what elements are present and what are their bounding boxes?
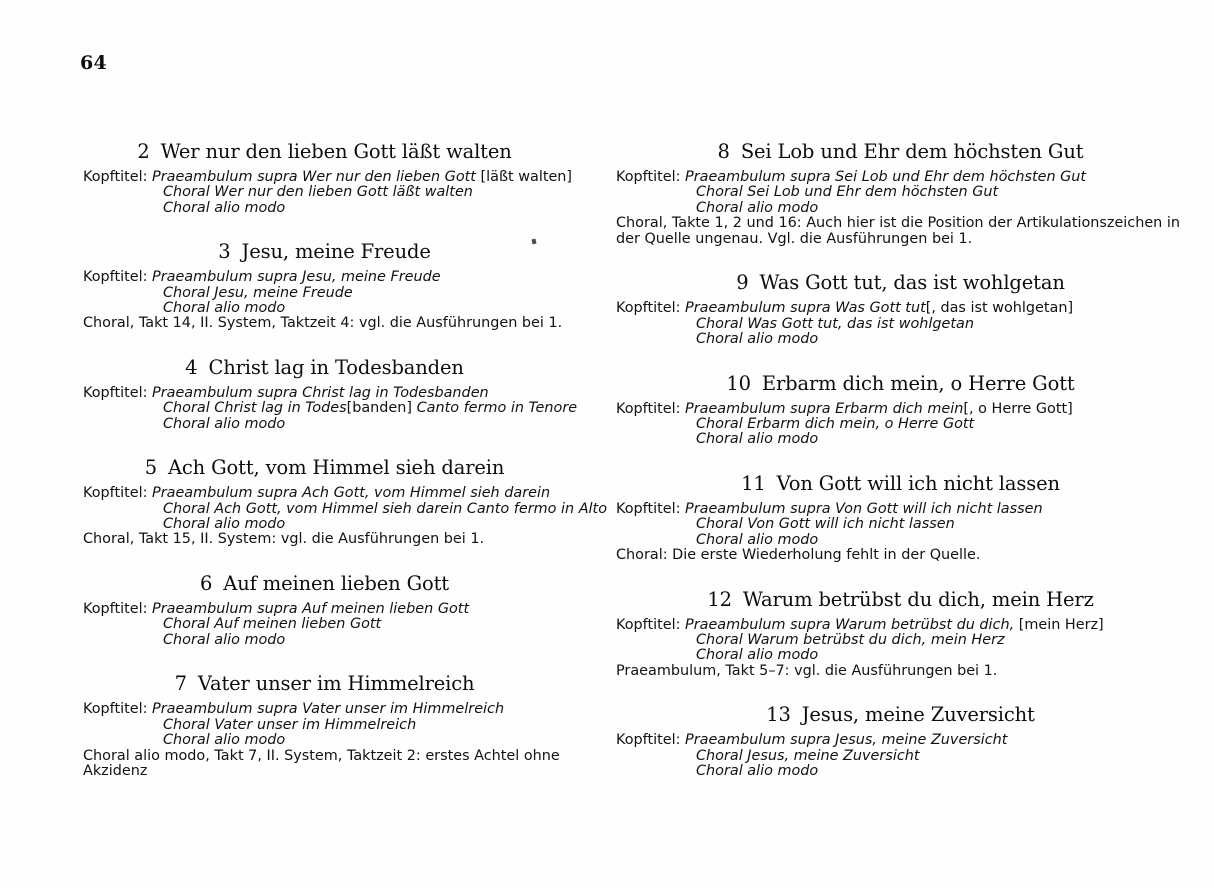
kopftitel-sub-line	[83, 400, 578, 417]
entry-heading	[83, 140, 566, 163]
kopftitel-sub-line: Choral alio modo	[696, 531, 819, 548]
catalogue-entry	[83, 140, 573, 216]
kopftitel-first-line	[83, 270, 566, 285]
critical-note: Choral: Die erste Wiederholung fehlt in der Quelle.	[616, 547, 981, 564]
entry-heading	[83, 572, 566, 595]
kopftitel-label: Kopftitel:	[83, 601, 153, 618]
kopftitel-sub-line: Choral Jesus, meine Zuversicht	[696, 747, 920, 764]
kopftitel-first-line	[83, 386, 566, 401]
catalogue-entry	[616, 372, 1185, 448]
kopftitel-first-line	[616, 301, 1185, 316]
kopftitel-sub-line: Choral alio modo	[163, 516, 286, 533]
entry-title: Sei Lob und Ehr dem höchsten Gut	[740, 140, 1084, 163]
entry-number: 4	[185, 356, 198, 380]
entry-heading	[83, 240, 566, 263]
kopftitel-block	[616, 733, 1185, 779]
kopftitel-block	[83, 169, 573, 216]
entry-heading	[83, 356, 566, 379]
catalogue-entry	[83, 240, 566, 332]
kopftitel-editorial-supplement: [mein Herz]	[1018, 616, 1104, 633]
two-column-body	[0, 140, 1214, 780]
kopftitel-block	[83, 602, 566, 648]
kopftitel-sub-line: Choral Erbarm dich mein, o Herre Gott	[696, 416, 975, 433]
entry-title: Warum betrübst du dich, mein Herz	[742, 587, 1094, 611]
kopftitel-block	[616, 618, 1185, 664]
kopftitel-block	[83, 270, 566, 316]
kopftitel-first-line	[616, 170, 1185, 185]
kopftitel-sub-line: Choral alio modo	[696, 199, 819, 216]
entry-title: Was Gott tut, das ist wohlgetan	[759, 271, 1065, 295]
kopftitel-editorial-supplement: [, das ist wohlgetan]	[925, 300, 1074, 317]
kopftitel-sub-line: Choral Jesu, meine Freude	[163, 284, 353, 301]
entry-number: 3	[218, 240, 231, 264]
kopftitel-sub-line: Choral Ach Gott, vom Himmel sieh darein Canto fermo in Alto	[163, 500, 608, 517]
kopftitel-sub-line: Choral alio modo	[163, 631, 286, 648]
entry-title: Vater unser im Himmelreich	[197, 672, 475, 696]
entry-title: Wer nur den lieben Gott läßt walten	[160, 140, 512, 163]
kopftitel-first-line	[616, 733, 1185, 748]
entry-heading	[616, 472, 1185, 495]
critical-note: Choral alio modo, Takt 7, II. System, Taktzeit 2: erstes Achtel ohne Akzidenz	[83, 747, 560, 780]
catalogue-entry	[83, 356, 578, 432]
entry-heading	[616, 140, 1185, 163]
kopftitel-label: Kopftitel:	[83, 485, 153, 502]
entry-heading	[616, 372, 1185, 395]
kopftitel-sub-italic-tail: Canto fermo in Tenore	[412, 400, 578, 417]
critical-note: Choral, Takte 1, 2 und 16: Auch hier ist die Position der Artikulationszeichen in der Quelle ungenau. Vgl. die Ausführungen bei 1.	[616, 215, 1180, 247]
entry-number: 12	[707, 587, 732, 611]
catalogue-entry	[83, 572, 566, 648]
kopftitel-sub-line: Choral alio modo	[696, 647, 819, 664]
entry-number: 7	[174, 672, 187, 696]
entry-title: Jesu, meine Freude	[241, 240, 431, 264]
kopftitel-block	[83, 702, 566, 748]
kopftitel-block	[616, 170, 1185, 216]
entry-title: Auf meinen lieben Gott	[223, 572, 449, 596]
entry-number: 9	[736, 271, 749, 295]
entry-heading	[83, 672, 566, 695]
kopftitel-sub-italic: Choral alio modo	[163, 415, 286, 432]
kopftitel-label: Kopftitel:	[83, 385, 153, 402]
kopftitel-label: Kopftitel:	[83, 269, 153, 286]
kopftitel-main-title: Praeambulum supra Ach Gott, vom Himmel sieh darein	[152, 485, 551, 502]
entry-number: 2	[137, 140, 150, 163]
kopftitel-main-title: Praeambulum supra Sei Lob und Ehr dem höchsten Gut	[685, 169, 1087, 185]
kopftitel-label: Kopftitel:	[616, 732, 686, 749]
kopftitel-main-title: Praeambulum supra Vater unser im Himmelreich	[152, 701, 505, 718]
kopftitel-sub-line: Choral alio modo	[163, 732, 286, 749]
kopftitel-sub-line: Choral Auf meinen lieben Gott	[163, 616, 382, 633]
kopftitel-block	[616, 502, 1185, 548]
kopftitel-main-title: Praeambulum supra Christ lag in Todesbanden	[152, 385, 489, 402]
kopftitel-label: Kopftitel:	[616, 400, 686, 417]
catalogue-entry	[616, 472, 1185, 564]
entry-title: Erbarm dich mein, o Herre Gott	[761, 371, 1075, 395]
kopftitel-label: Kopftitel:	[83, 701, 153, 718]
catalogue-entry	[616, 703, 1185, 779]
kopftitel-label: Kopftitel:	[83, 169, 153, 185]
kopftitel-sub-supplement: [banden]	[346, 400, 413, 417]
kopftitel-sub-line: Choral Warum betrübst du dich, mein Herz	[696, 632, 1005, 649]
kopftitel-first-line	[616, 618, 1185, 633]
kopftitel-sub-line: Choral Vater unser im Himmelreich	[163, 716, 417, 733]
kopftitel-block	[616, 301, 1185, 347]
critical-note: Praeambulum, Takt 5–7: vgl. die Ausführungen bei 1.	[616, 662, 998, 679]
kopftitel-editorial-supplement: [läßt walten]	[480, 169, 573, 185]
column-left	[0, 140, 607, 780]
entry-number: 10	[726, 371, 751, 395]
kopftitel-sub-line: Choral alio modo	[696, 331, 819, 348]
entry-number: 13	[766, 703, 791, 727]
kopftitel-sub-line: Choral Was Gott tut, das ist wohlgetan	[696, 315, 974, 332]
kopftitel-sub-line: Choral Wer nur den lieben Gott läßt walten	[163, 184, 473, 201]
kopftitel-first-line	[83, 486, 566, 501]
kopftitel-block	[83, 385, 578, 432]
entry-heading	[616, 588, 1185, 611]
catalogue-entry	[83, 456, 608, 548]
kopftitel-sub-line: Choral alio modo	[696, 431, 819, 448]
entry-title: Von Gott will ich nicht lassen	[776, 471, 1060, 495]
kopftitel-main-title: Praeambulum supra Was Gott tut	[685, 300, 926, 317]
kopftitel-editorial-supplement: [, o Herre Gott]	[963, 400, 1073, 417]
critical-note: Choral, Takt 14, II. System, Taktzeit 4: vgl. die Ausführungen bei 1.	[83, 315, 563, 332]
column-right	[607, 140, 1214, 780]
entry-title: Christ lag in Todesbanden	[208, 356, 464, 380]
critical-note: Choral, Takt 15, II. System: vgl. die Ausführungen bei 1.	[83, 531, 485, 548]
kopftitel-main-title: Praeambulum supra Jesus, meine Zuversicht	[685, 732, 1008, 749]
kopftitel-first-line	[616, 402, 1185, 417]
kopftitel-main-title: Praeambulum supra Wer nur den lieben Gott	[152, 169, 481, 185]
entry-number: 5	[144, 456, 157, 480]
catalogue-entry	[616, 140, 1185, 247]
kopftitel-first-line	[83, 602, 566, 617]
kopftitel-sub-italic: Choral Christ lag in Todes	[163, 400, 347, 417]
page-number: 64	[80, 52, 108, 74]
kopftitel-label: Kopftitel:	[616, 169, 686, 185]
entry-number: 8	[717, 140, 730, 163]
kopftitel-sub-line: Choral alio modo	[163, 300, 286, 317]
entry-heading	[616, 271, 1185, 294]
kopftitel-main-title: Praeambulum supra Jesu, meine Freude	[152, 269, 441, 286]
kopftitel-sub-line	[83, 417, 566, 432]
kopftitel-label: Kopftitel:	[616, 500, 686, 517]
kopftitel-first-line	[83, 702, 566, 717]
catalogue-entry	[616, 271, 1185, 347]
entry-title: Ach Gott, vom Himmel sieh darein	[167, 456, 505, 480]
kopftitel-sub-line: Choral Sei Lob und Ehr dem höchsten Gut	[696, 184, 999, 201]
kopftitel-label: Kopftitel:	[616, 616, 686, 633]
kopftitel-main-title: Praeambulum supra Erbarm dich mein	[685, 400, 964, 417]
kopftitel-sub-line: Choral alio modo	[696, 763, 819, 780]
kopftitel-block	[83, 485, 608, 533]
kopftitel-first-line	[83, 169, 573, 185]
kopftitel-label: Kopftitel:	[616, 300, 686, 317]
kopftitel-main-title: Praeambulum supra Auf meinen lieben Gott	[152, 601, 470, 618]
kopftitel-main-title: Praeambulum supra Warum betrübst du dich,	[685, 616, 1019, 633]
entry-number: 6	[200, 572, 213, 596]
entry-title: Jesus, meine Zuversicht	[801, 703, 1035, 727]
kopftitel-main-title: Praeambulum supra Von Gott will ich nicht lassen	[685, 500, 1043, 517]
catalogue-entry	[616, 588, 1185, 680]
kopftitel-sub-line: Choral Von Gott will ich nicht lassen	[696, 516, 955, 533]
entry-number: 11	[741, 471, 766, 495]
kopftitel-block	[616, 402, 1185, 448]
entry-heading	[616, 703, 1185, 726]
catalogue-entry	[83, 672, 566, 779]
entry-heading	[83, 456, 566, 479]
kopftitel-first-line	[616, 502, 1185, 517]
kopftitel-sub-line: Choral alio modo	[163, 199, 286, 216]
